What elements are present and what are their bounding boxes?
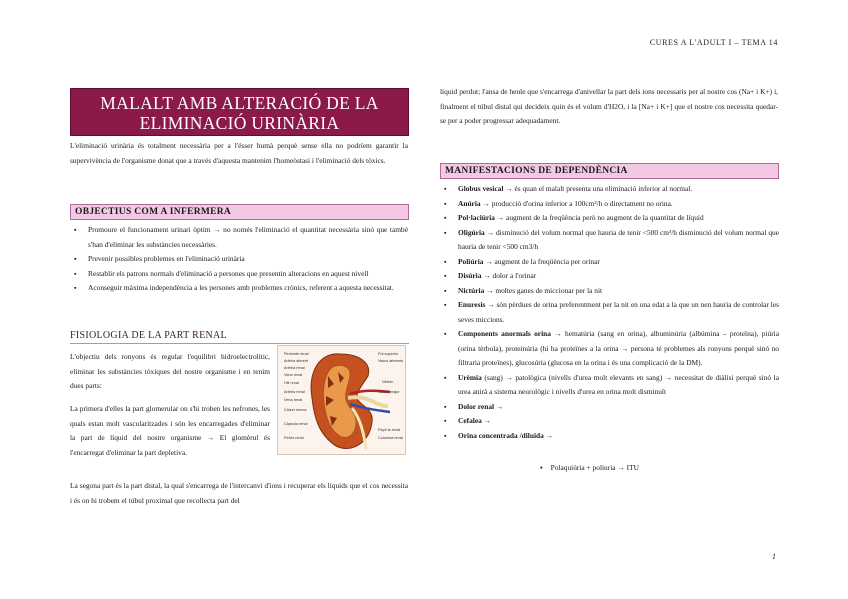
list-item: ▪ Cefalea → [440,414,779,429]
figure-label: Vena renal [284,373,303,377]
sub-list-item: ▪ Polaquiúria + poliuria → ITU [540,463,639,472]
fisiologia-p1: L'objectiu dels ronyons és regular l'equilibri hidroelectrolític, eliminar les substàncies tòxiques del nostre organisme i en tenim dues parts: [70,352,270,390]
list-item: ▪ Disúria → dolor a l'orinar [440,269,779,284]
list-item: ▪ Dolor renal → [440,400,779,415]
figure-label: Càlzer menor [284,408,307,412]
figure-label: Papil·la renal [378,428,401,432]
figure-label: Piràmide renal [284,352,309,356]
figure-label: Artèria renal [284,390,305,394]
list-item: ▪ Oligúria → disminució del volum normal que hauria de tenir <500 cm³/h disminució del volum normal que hauria de tenir <500 cm3/h [440,226,779,255]
list-item: ▪ Anúria → producció d'orina inferior a 100cm³/h o directament no orina. [440,197,779,212]
figure-label: Vasos aferents [378,359,404,363]
objectius-list [70,223,408,296]
manifestacions-heading: MANIFESTACIONS DE DEPENDÈNCIA [440,163,779,179]
figure-label: Hili renal [284,381,299,385]
intro-paragraph: L'eliminació urinària és totalment necessària per a l'ésser humà perquè sense ella no podríem garantir la supervivència de l'organisme donat que a través d'aquesta mantenim l'homeòstasi i l'eliminació dels tòxics. [70,141,408,165]
page-title: MALALT AMB ALTERACIÓ DE LA ELIMINACIÓ URINÀRIA [70,88,409,136]
list-item: ▪ Components anormals orina → hematúria (sang en orina), albuminúria (albúmina – proteïna), piúria (orina tèrbola), proteinúria (hi ha proteïnes a la orina → persona té problemes als ronyons perquè sinó no filtraria proteïnes), glucosúria (glucosa en la orina i és una complicació de la DM). [440,327,779,371]
list-item: ▪ Aconseguir màxima independència a les persones amb problemes crònics, referent a aquesta necessitat. [70,281,408,296]
page-number: 1 [772,552,776,561]
figure-label: Càpsula renal [284,422,308,426]
figure-label: Nefrón [382,380,394,384]
fisiologia-heading: FISIOLOGIA DE LA PART RENAL [70,330,409,344]
figure-label: Pol superior [378,352,399,356]
list-item: ▪ Promoure el funcionament urinari òptim → no només l'eliminació el quantitat necessària sinó que també s'han d'eliminar les substàncies necessàries. [70,223,408,252]
list-item: ▪ Urèmia (sang) → patològica (nivells d'urea molt elevants en sang) → necessitat de diàlisi perquè sinó la urea anirà a sistema neurològic i nivells d'urea en orina molt disminuït [440,371,779,400]
kidney-diagram [277,345,406,455]
figure-label: Artèria aferent [284,359,309,363]
figure-label: Vena renal [284,398,303,402]
list-item: ▪ Enuresis → són pèrdues de orina preferentment per la nit en una edat a la que un nen hauria de controlar les seves miccions. [440,298,779,327]
list-item: ▪ Restablir els patrons normals d'eliminació a persones que presentin alteracions en aquest nivell [70,267,408,282]
list-item: ▪ Prevenir possibles problemes en l'eliminació urinària [70,252,408,267]
running-header: CURES A L'ADULT I – TEMA 14 [649,38,778,47]
sub-item-text: Polaquiúria + poliuria → ITU [550,463,639,472]
fisiologia-p2: La primera d'elles la part glomerular on s'hi troben les nefrones, les quals estan molt vascularitzades i són les encarregades d'eliminar la part de líquid del nostre organisme → El glomèrul és l'encarregat d'eliminar la part depletiva. [70,404,270,457]
continuation-paragraph: líquid perdut; l'ansa de henle que s'encarrega d'anivellar la part dels ions necessaris per al nostre cos (Na+ i K+) i, finalment el túbul distal qui decideix quin és el volum d'H2O, i la [Na+ i K+] que el nostre cos necessita quedar-se per a poder progressar adequadament. [440,87,778,125]
list-item: ▪ Orina concentrada /diluïda → [440,429,779,444]
objectius-heading: OBJECTIUS COM A INFERMERA [70,204,409,220]
manifestacions-list [440,182,779,443]
figure-label: Columna renal [378,436,403,440]
list-item: ▪ Pol·laciúria → augment de la freqüència però no augment de la quantitat de líquid [440,211,779,226]
fisiologia-p3: La segona part és la part distal, la qual s'encarrega de l'intercanvi d'ions i recuperar els líquids que el cos necessita i és on hi trobem el túbul proximal que recollecta part del [70,481,408,505]
list-item: ▪ Poliúria → augment de la freqüència per orinar [440,255,779,270]
figure-label: Artèria renal [284,366,305,370]
list-item: ▪ Nictúria → moltes ganes de miccionar per la nit [440,284,779,299]
figure-label: Pelvis renal [284,436,304,440]
list-item: ▪ Globus vesical → és quan el malalt presenta una eliminació inferior al normal. [440,182,779,197]
figure-label: Càlzer major [378,390,400,394]
